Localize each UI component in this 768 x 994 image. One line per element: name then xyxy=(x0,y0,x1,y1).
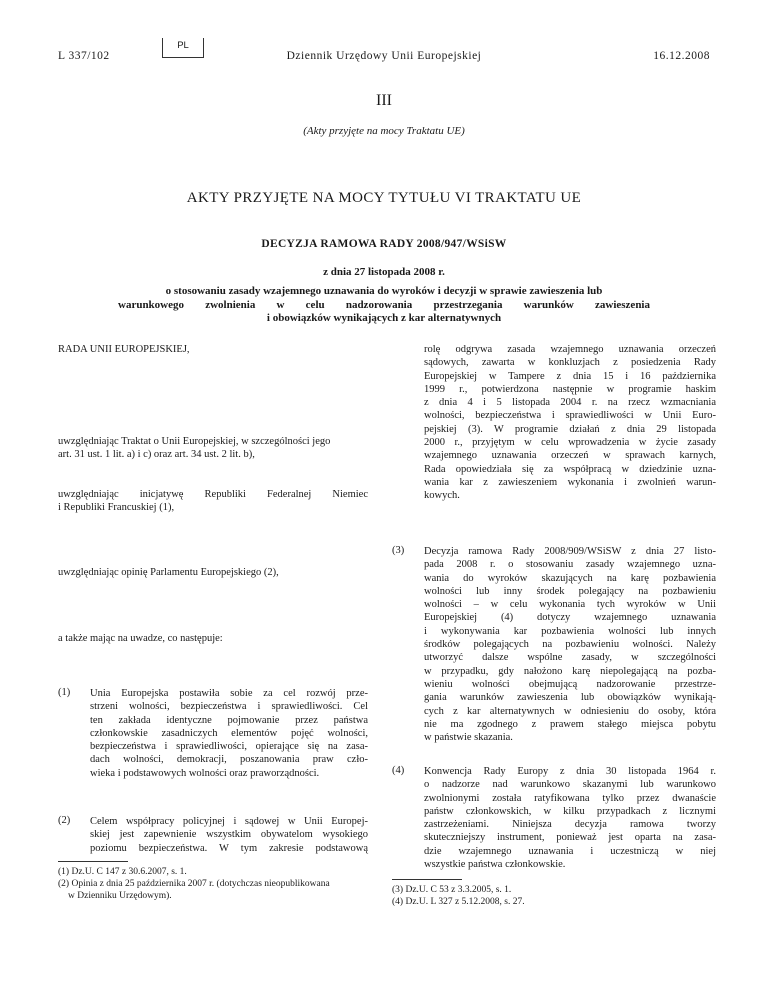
decision-subject-line: warunkowego zwolnienia w celu nadzorowania przestrzegania warunków zawieszenia xyxy=(118,298,650,311)
text-line: zastrzeżeniami. Niniejsza decyzja ramowa tworzy xyxy=(424,819,716,831)
text-line: i wykonywania kar pozbawienia wolności lub innych xyxy=(424,625,716,637)
text-line: utworzyć dalsze wspólne zasady, w szczególności xyxy=(424,652,716,664)
whereas-intro: a także mając na uwadze, co następuje: xyxy=(58,633,223,644)
text-line: 1999 r., potwierdzona następnie w programie haskim xyxy=(424,383,716,395)
section-subtitle: (Akty przyjęte na mocy Traktatu UE) xyxy=(303,125,465,137)
footnote-2-cont: w Dzienniku Urzędowym). xyxy=(68,891,172,901)
text-line: Europejskiej w Tampere z dnia 15 i 16 października xyxy=(424,370,716,382)
text-line: Europejskiej (4) dotyczy wzajemnego uznawania xyxy=(424,612,716,624)
decision-subject xyxy=(118,285,650,326)
text-line: skiej jest zapewnienie wszystkim obywatelom wysokiego xyxy=(90,829,368,841)
text-line: Unia Europejska postawiła sobie za cel rozwój prze- xyxy=(90,688,368,699)
text-line: wieniu wolności obejmującą nadzorowanie przestrze- xyxy=(424,678,716,690)
text-line: wolności – w celu wykonania tych wyroków w Unii xyxy=(424,599,716,611)
recital-number: (3) xyxy=(392,545,405,556)
text-line: z dnia 4 i 5 listopada 2004 r. na rzecz wzmacniania xyxy=(424,397,716,409)
footnote-3: (3) Dz.U. C 53 z 3.3.2005, s. 1. xyxy=(392,885,512,895)
text-line: pejskiej (3). W programie działań z dnia 29 listopada xyxy=(424,423,716,435)
recital-2-continued xyxy=(424,343,716,503)
text-line: wzajemnego uznawania orzeczeń w sprawach karnych, xyxy=(424,450,716,462)
text-line: o nadzorze nad warunkowo skazanymi lub warunkowo xyxy=(424,779,716,791)
text-line: wania do wyroków skazujących na karę pozbawienia xyxy=(424,572,716,584)
footnote-1: (1) Dz.U. C 147 z 30.6.2007, s. 1. xyxy=(58,867,187,877)
text-line: zwolnionymi została ratyfikowana tylko przez dwanaście xyxy=(424,792,716,804)
page-series: L 337/102 xyxy=(58,50,110,62)
text-line: członkowskie zasadniczych elementów pojęć wolności, xyxy=(90,727,368,739)
text-line: wieka i podstawowych wolności oraz praworządności. xyxy=(90,767,320,779)
text-line: wszystkie państwa członkowskie. xyxy=(424,859,566,871)
main-heading: AKTY PRZYJĘTE NA MOCY TYTUŁU VI TRAKTATU UE xyxy=(186,190,582,206)
decision-subject-line: i obowiązków wynikających z kar alternatywnych xyxy=(266,312,502,324)
text-line: wania kar z zawieszeniem wykonania i zwolnień warun- xyxy=(424,476,716,488)
text-line: dzie wzajemnego uznawania i uczestniczą w niej xyxy=(424,845,716,857)
footnote-divider xyxy=(392,879,462,880)
text-line: środków polegających na pozbawieniu wolności. Należy xyxy=(424,639,716,651)
decision-date: z dnia 27 listopada 2008 r. xyxy=(323,266,445,278)
recital-3 xyxy=(424,545,716,744)
publication-date: 16.12.2008 xyxy=(653,50,710,62)
recital-number: (2) xyxy=(58,815,71,826)
text-line: bezpieczeństwa i sprawiedliwości, opierające się na zasa- xyxy=(90,741,368,753)
footnote-2: (2) Opinia z dnia 25 października 2007 r. (dotychczas nieopublikowana xyxy=(58,879,330,889)
text-line: Konwencja Rady Europy z dnia 30 listopada 1964 r. xyxy=(424,766,716,777)
recital-number: (4) xyxy=(392,765,405,776)
footnotes-left xyxy=(58,866,378,902)
text-line: wolności lub inny środek polegający na pozbawieniu xyxy=(424,585,716,597)
text-line: Decyzja ramowa Rady 2008/909/WSiSW z dnia 27 listo- xyxy=(424,546,716,557)
recital-line: uwzględniając inicjatywę Republiki Federalnej Niemiec xyxy=(58,489,368,500)
recital-line: uwzględniając Traktat o Unii Europejskiej, w szczególności jego xyxy=(58,436,331,447)
recital-4 xyxy=(424,765,716,871)
text-line: poziomu bezpieczeństwa. W tym zakresie podstawową xyxy=(90,842,368,854)
text-line: Celem współpracy policyjnej i sądowej w Unii Europej- xyxy=(90,816,368,827)
treaty-recital xyxy=(58,435,368,462)
text-line: Rada opowiedziała się za współpracą w dziedzinie uzna- xyxy=(424,463,716,475)
text-line: skuteczniejszy instrument, ponieważ jest oparta na zasa- xyxy=(424,832,716,844)
text-line: dach wolności, demokracji, poszanowania praw czło- xyxy=(90,754,368,766)
text-line: kowych. xyxy=(424,490,460,502)
text-line: strzeni wolności, bezpieczeństwa i sprawiedliwości. Cel xyxy=(90,701,368,713)
text-line: ten zakłada identyczne pojmowanie przez państwa xyxy=(90,714,368,726)
recital-line: art. 31 ust. 1 lit. a) i c) oraz art. 34 ust. 2 lit. b), xyxy=(58,449,255,461)
text-line: nie ma zgodnego z prawem stałego miejsca pobytu xyxy=(424,718,716,730)
text-line: wolności, bezpieczeństwa i sprawiedliwości w Unii Euro- xyxy=(424,410,716,422)
initiative-recital xyxy=(58,488,368,515)
footnote-4: (4) Dz.U. L 327 z 5.12.2008, s. 27. xyxy=(392,897,525,907)
text-line: pada 2008 r. o stosowaniu zasady wzajemnego uzna- xyxy=(424,559,716,571)
footnotes-right xyxy=(392,884,712,908)
recital-2 xyxy=(90,815,368,855)
footnote-divider xyxy=(58,861,128,862)
text-line: rolę odgrywa zasada wzajemnego uznawania orzeczeń xyxy=(424,344,716,355)
parliament-opinion: uwzględniając opinię Parlamentu Europejskiego (2), xyxy=(58,567,279,578)
recital-1 xyxy=(90,687,368,780)
journal-title: Dziennik Urzędowy Unii Europejskiej xyxy=(286,50,482,62)
council-label: RADA UNII EUROPEJSKIEJ, xyxy=(58,344,190,355)
decision-title: DECYZJA RAMOWA RADY 2008/947/WSiSW xyxy=(261,238,507,250)
language-badge: PL xyxy=(162,38,204,58)
text-line: 2000 r., przyjętym w celu wprowadzenia w życie zasady xyxy=(424,437,716,449)
recital-number: (1) xyxy=(58,687,71,698)
text-line: sądowych, zawarta w konkluzjach z posiedzenia Rady xyxy=(424,357,716,369)
decision-subject-line: o stosowaniu zasady wzajemnego uznawania do wyroków i decyzji w sprawie zawieszenia lub xyxy=(165,285,603,297)
recital-line: i Republiki Francuskiej (1), xyxy=(58,502,175,514)
text-line: państw członkowskich, w kilku przypadkach z licznymi xyxy=(424,805,716,817)
text-line: w państwie skazania. xyxy=(424,732,513,744)
text-line: gania warunków zawieszenia lub obowiązków wynikają- xyxy=(424,692,716,704)
text-line: cych z kar alternatywnych w odniesieniu do osoby, która xyxy=(424,705,716,717)
text-line: w przypadku, gdy nałożono karę niepolegającą na pozba- xyxy=(424,665,716,677)
section-number: III xyxy=(376,92,392,109)
